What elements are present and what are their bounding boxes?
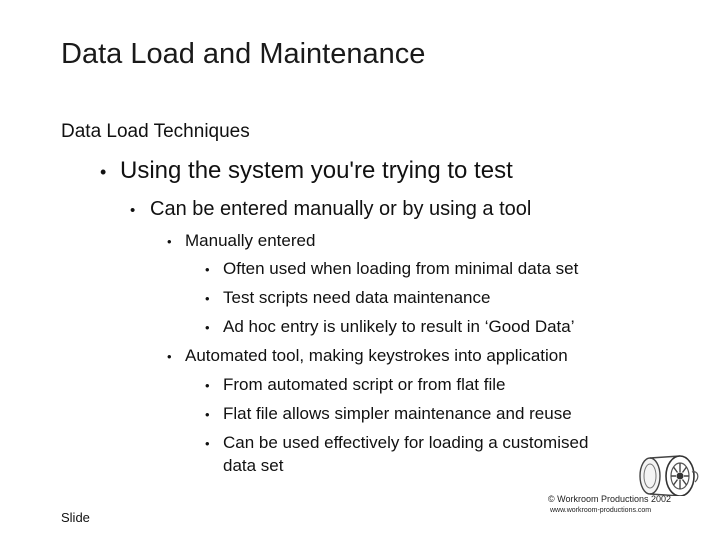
bullet-text: Often used when loading from minimal data set [223, 259, 579, 278]
bullet-dot: • [100, 162, 107, 182]
bullet-level1 [100, 156, 513, 187]
bullet-dot: • [130, 202, 136, 219]
bullet-dot: • [205, 407, 210, 422]
bullet-text: Can be used effectively for loading a customised [223, 433, 589, 452]
bullet-text: From automated script or from flat file [223, 375, 506, 394]
website-url: www.workroom-productions.com [550, 507, 652, 514]
bullet-continuation: data set [223, 456, 284, 475]
slide-label: Slide [61, 510, 90, 525]
bullet-level2 [130, 196, 531, 224]
bullet-text: Manually entered [185, 231, 316, 250]
section-heading: Data Load Techniques [61, 121, 250, 142]
bullet-level4 [205, 374, 505, 397]
bullet-text: Using the system you're trying to test [120, 157, 513, 184]
film-reel-logo-icon [636, 452, 702, 496]
bullet-dot: • [205, 436, 210, 451]
bullet-dot: • [205, 291, 210, 306]
bullet-text: Test scripts need data maintenance [223, 288, 491, 307]
bullet-dot: • [205, 378, 210, 393]
bullet-level3-automated [167, 345, 568, 368]
bullet-level4 [205, 432, 588, 455]
slide-title: Data Load and Maintenance [61, 38, 426, 70]
bullet-text: Ad hoc entry is unlikely to result in ‘Good Data’ [223, 317, 575, 336]
bullet-level4 [205, 316, 575, 339]
bullet-text: Can be entered manually or by using a tool [150, 198, 532, 220]
bullet-level4 [205, 403, 572, 426]
bullet-dot: • [167, 349, 172, 364]
bullet-level4 [205, 287, 490, 310]
copyright-text: © Workroom Productions 2002 [548, 494, 672, 504]
bullet-dot: • [167, 234, 172, 249]
bullet-dot: • [205, 320, 210, 335]
bullet-text: Flat file allows simpler maintenance and reuse [223, 404, 572, 423]
bullet-dot: • [205, 262, 210, 277]
bullet-text: Automated tool, making keystrokes into application [185, 346, 568, 365]
bullet-level3-manual [167, 230, 315, 253]
bullet-level4 [205, 258, 578, 281]
